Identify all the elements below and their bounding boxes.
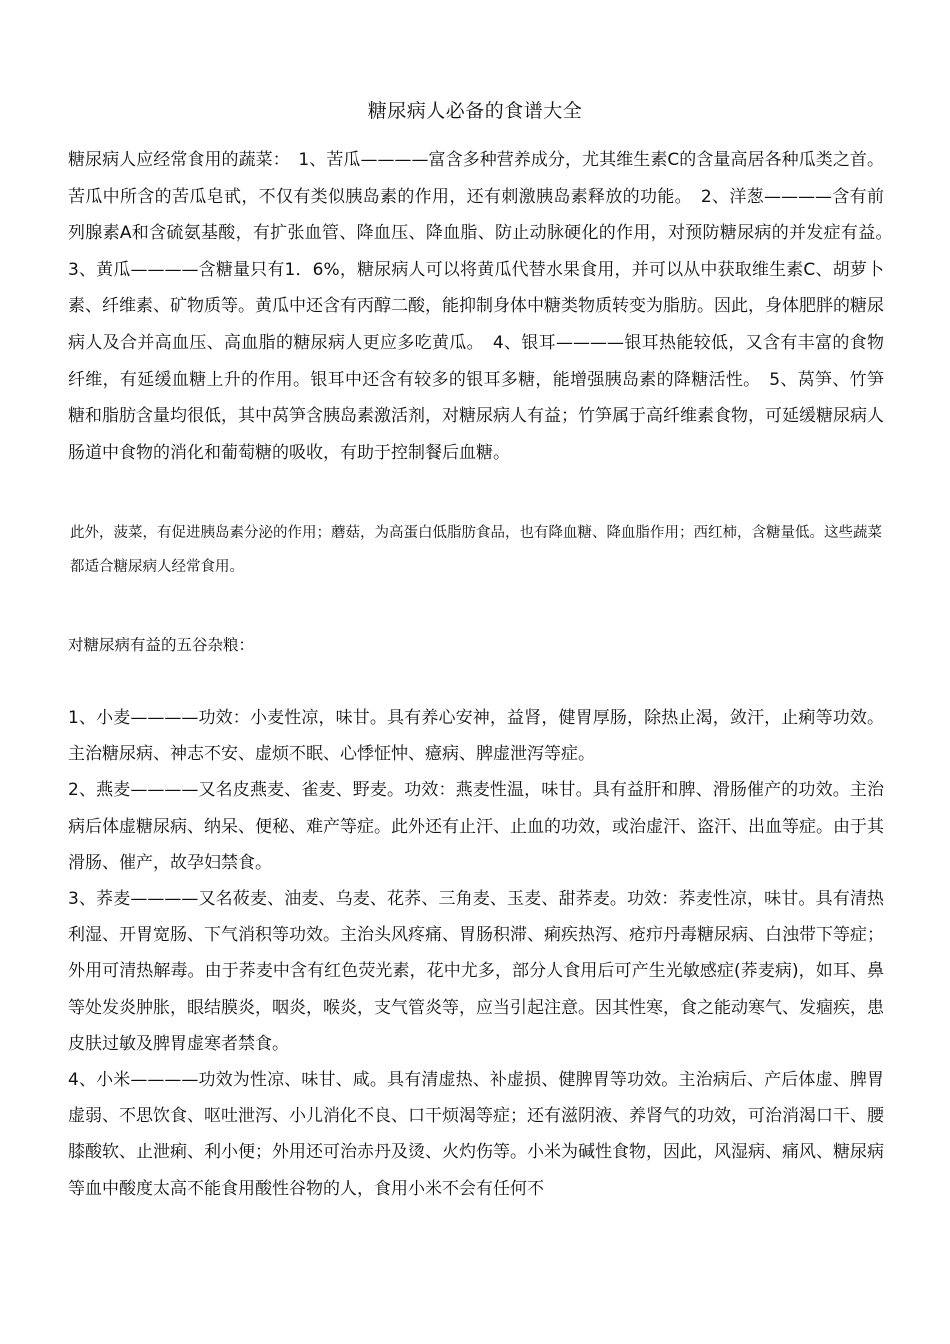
extra-vegetables-paragraph: 此外，菠菜，有促进胰岛素分泌的作用；蘑菇，为高蛋白低脂肪食品，也有降血糖、降血脂作用；西红柿，含糖量低。这些蔬菜都适合糖尿病人经常食用。 bbox=[70, 525, 882, 575]
grain-item-wheat: 1、小麦————功效：小麦性凉，味甘。具有养心安神，益肾，健胃厚肠，除热止渴，敛汗，止痢等功效。主治糖尿病、神志不安、虚烦不眠、心悸怔忡、癔病、脾虚泄泻等症。 bbox=[68, 708, 884, 765]
document-title: 糖尿病人必备的食谱大全 bbox=[367, 100, 583, 122]
grains-list bbox=[68, 700, 884, 1207]
grain-item-millet: 4、小米————功效为性凉、味甘、咸。具有清虚热、补虚损、健脾胃等功效。主治病后、产后体虚、脾胃虚弱、不思饮食、呕吐泄泻、小儿消化不良、口干烦渴等症；还有滋阴液、养肾气的功效，可治消渴口干、腰膝酸软、止泄痢、利小便；外用还可治赤丹及烫、火灼伤等。小米为碱性食物，因此，风湿病、痛风、糖尿病等血中酸度太高不能食用酸性谷物的人，食用小米不会有任何不 bbox=[68, 1070, 884, 1199]
grain-item-oats: 2、燕麦————又名皮燕麦、雀麦、野麦。功效：燕麦性温，味甘。具有益肝和脾、滑肠催产的功效。主治病后体虚糖尿病、纳呆、便秘、难产等症。此外还有止汗、止血的功效，或治虚汗、盗汗、出血等症。由于其滑肠、催产，故孕妇禁食。 bbox=[68, 780, 884, 873]
grains-heading: 对糖尿病有益的五谷杂粮： bbox=[68, 636, 255, 654]
vegetables-paragraph: 糖尿病人应经常食用的蔬菜： 1、苦瓜————富含多种营养成分，尤其维生素C的含量高居各种瓜类之首。苦瓜中所含的苦瓜皂甙，不仅有类似胰岛素的作用，还有刺激胰岛素释放的功能。 2、洋葱————含有前列腺素A和含硫氨基酸，有扩张血管、降血压、降血脂、防止动脉硬化的作用，对预防糖尿病的并发症有益。 3、黄瓜————含糖量只有1．6%，糖尿病人可以将黄瓜代替水果食用，并可以从中获取维生素C、胡萝卜素、纤维素、矿物质等。黄瓜中还含有丙醇二酸，能抑制身体中糖类物质转变为脂肪。因此，身体肥胖的糖尿病人及合并高血压、高血脂的糖尿病人更应多吃黄瓜。 4、银耳————银耳热能较低，又含有丰富的食物纤维，有延缓血糖上升的作用。银耳中还含有较多的银耳多糖，能增强胰岛素的降糖活性。 5、莴笋、竹笋糖和脂肪含量均很低，其中莴笋含胰岛素激活剂，对糖尿病人有益；竹笋属于高纤维素食物，可延缓糖尿病人肠道中食物的消化和葡萄糖的吸收，有助于控制餐后血糖。 bbox=[68, 150, 901, 463]
grain-item-buckwheat: 3、荞麦————又名莜麦、油麦、乌麦、花荞、三角麦、玉麦、甜荞麦。功效：荞麦性凉，味甘。具有清热利湿、开胃宽肠、下气消积等功效。主治头风疼痛、胃肠积滞、痢疾热泻、疮疖丹毒糖尿病、白浊带下等症；外用可清热解毒。由于荞麦中含有红色荧光素，花中尤多，部分人食用后可产生光敏感症(荞麦病)，如耳、鼻等处发炎肿胀，眼结膜炎，咽炎，喉炎，支气管炎等，应当引起注意。因其性寒，食之能动寒气、发痼疾，患皮肤过敏及脾胃虚寒者禁食。 bbox=[68, 889, 884, 1054]
